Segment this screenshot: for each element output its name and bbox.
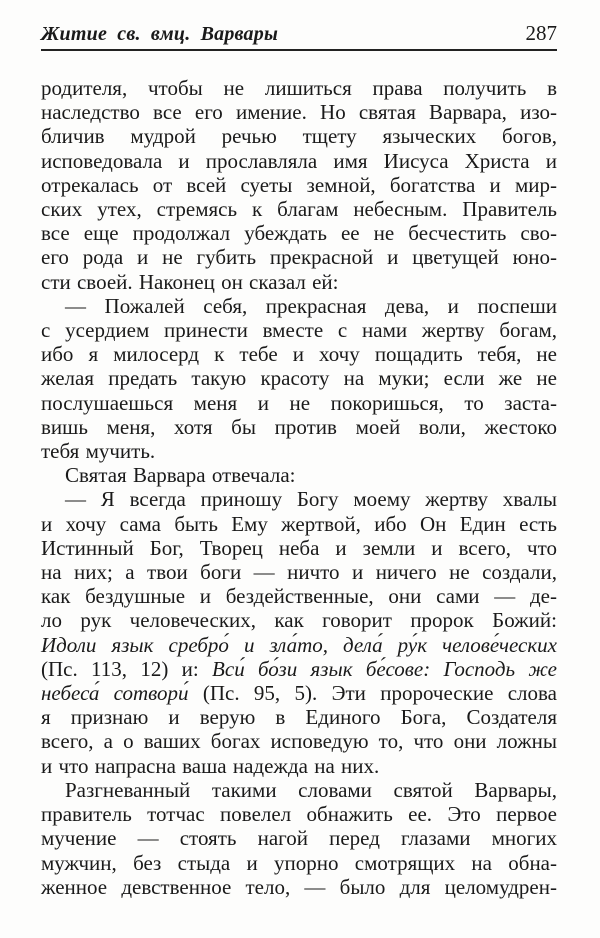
text-line <box>41 802 557 826</box>
text-line <box>41 681 557 705</box>
text-run: с усердием принести вместе с нами жертву богам, <box>41 318 557 343</box>
text-run: все еще продолжал убеждать ее не бесчестить сво- <box>41 221 557 246</box>
text-line <box>41 487 557 511</box>
text-line <box>41 463 557 487</box>
text-line <box>41 729 557 753</box>
text-line <box>41 197 557 221</box>
text-run: — Пожалей себя, прекрасная дева, и поспеши <box>65 293 557 318</box>
text-line <box>41 342 557 366</box>
text-run: на них; а твои боги — ничто и ничего не создали, <box>41 560 557 585</box>
text-run: ло рук человеческих, как говорит пророк Божий: <box>41 608 557 633</box>
text-line <box>41 294 557 318</box>
text-run: (Пс. 95, 5). Эти пророческие слова <box>202 681 557 706</box>
text-line <box>41 318 557 342</box>
text-line <box>41 76 557 100</box>
text-line <box>41 124 557 148</box>
text-run: сти своей. Наконец он сказал ей: <box>41 269 339 294</box>
text-line <box>41 851 557 875</box>
text-line <box>41 100 557 124</box>
text-run: я признаю и верую в Единого Бога, Создателя <box>41 705 557 730</box>
text-line <box>41 270 557 294</box>
text-line <box>41 245 557 269</box>
running-header-title: Житие св. вмц. Варвары <box>41 23 279 45</box>
text-run: желая предать такую красоту на муки; если же не <box>41 366 557 391</box>
text-line <box>41 657 557 681</box>
text-run: Разгневанный такими словами святой Варвары, <box>65 777 557 802</box>
text-run: мужчин, без стыда и упорно смотрящих на обна- <box>41 850 557 875</box>
text-run: наследство все его имение. Но святая Варвара, изо- <box>41 100 557 125</box>
text-line <box>41 705 557 729</box>
text-run: его рода и не губить прекрасной и цветущей юно- <box>41 245 557 270</box>
text-run: тебя мучить. <box>41 439 156 464</box>
text-line <box>41 826 557 850</box>
text-run: бличив мудрой речью тщету языческих богов, <box>41 124 557 149</box>
text-line <box>41 584 557 608</box>
text-line <box>41 633 557 657</box>
text-line <box>41 391 557 415</box>
text-line <box>41 221 557 245</box>
scripture-quote-run: Идоли язык сребро́ и зла́то, дела́ ру́к челове́ческих <box>41 632 557 657</box>
text-line <box>41 608 557 632</box>
text-run: как бездушные и бездейственные, они сами — де- <box>41 584 557 609</box>
scripture-quote-run: Вси́ бо́зи язык бе́сове: Господь же <box>212 656 557 681</box>
text-run: и хочу сама быть Ему жертвой, ибо Он Един есть <box>41 511 557 536</box>
text-run: мучение — стоять нагой перед глазами многих <box>41 826 557 851</box>
running-header <box>41 21 557 46</box>
text-line <box>41 875 557 899</box>
text-line <box>41 754 557 778</box>
text-line <box>41 536 557 560</box>
text-line <box>41 560 557 584</box>
body-text <box>41 76 557 899</box>
text-run: Истинный Бог, Творец неба и земли и всего, что <box>41 535 557 560</box>
text-run: правитель тотчас повелел обнажить ее. Это первое <box>41 802 557 827</box>
text-run: исповедовала и прославляла имя Иисуса Христа и <box>41 148 557 173</box>
text-run: всего, а о ваших богах исповедую то, что они ложны <box>41 729 557 754</box>
text-line <box>41 778 557 802</box>
scripture-quote-run: небеса́ сотвори́ <box>41 681 203 706</box>
text-run: ских утех, стремясь к благам небесным. Правитель <box>41 197 557 222</box>
text-line <box>41 366 557 390</box>
text-line <box>41 415 557 439</box>
header-rule <box>41 49 557 51</box>
text-line <box>41 173 557 197</box>
text-run: ибо я милосерд к тебе и хочу пощадить тебя, не <box>41 342 557 367</box>
text-line <box>41 439 557 463</box>
text-run: — Я всегда приношу Богу моему жертву хвалы <box>65 487 557 512</box>
text-line <box>41 512 557 536</box>
text-line <box>41 149 557 173</box>
text-run: вишь меня, хотя бы против моей воли, жестоко <box>41 414 557 439</box>
page-number: 287 <box>525 21 557 45</box>
text-run: и что напрасна ваша надежда на них. <box>41 753 380 778</box>
text-run: послушаешься меня и не покоришься, то заста- <box>41 390 557 415</box>
text-run: (Пс. 113, 12) и: <box>41 656 213 681</box>
text-run: отрекалась от всей суеты земной, богатства и мир- <box>41 172 557 197</box>
text-run: Святая Варвара отвечала: <box>65 463 296 488</box>
text-run: родителя, чтобы не лишиться права получить в <box>41 76 557 100</box>
text-run: женное девственное тело, — было для целомудрен- <box>41 874 557 899</box>
